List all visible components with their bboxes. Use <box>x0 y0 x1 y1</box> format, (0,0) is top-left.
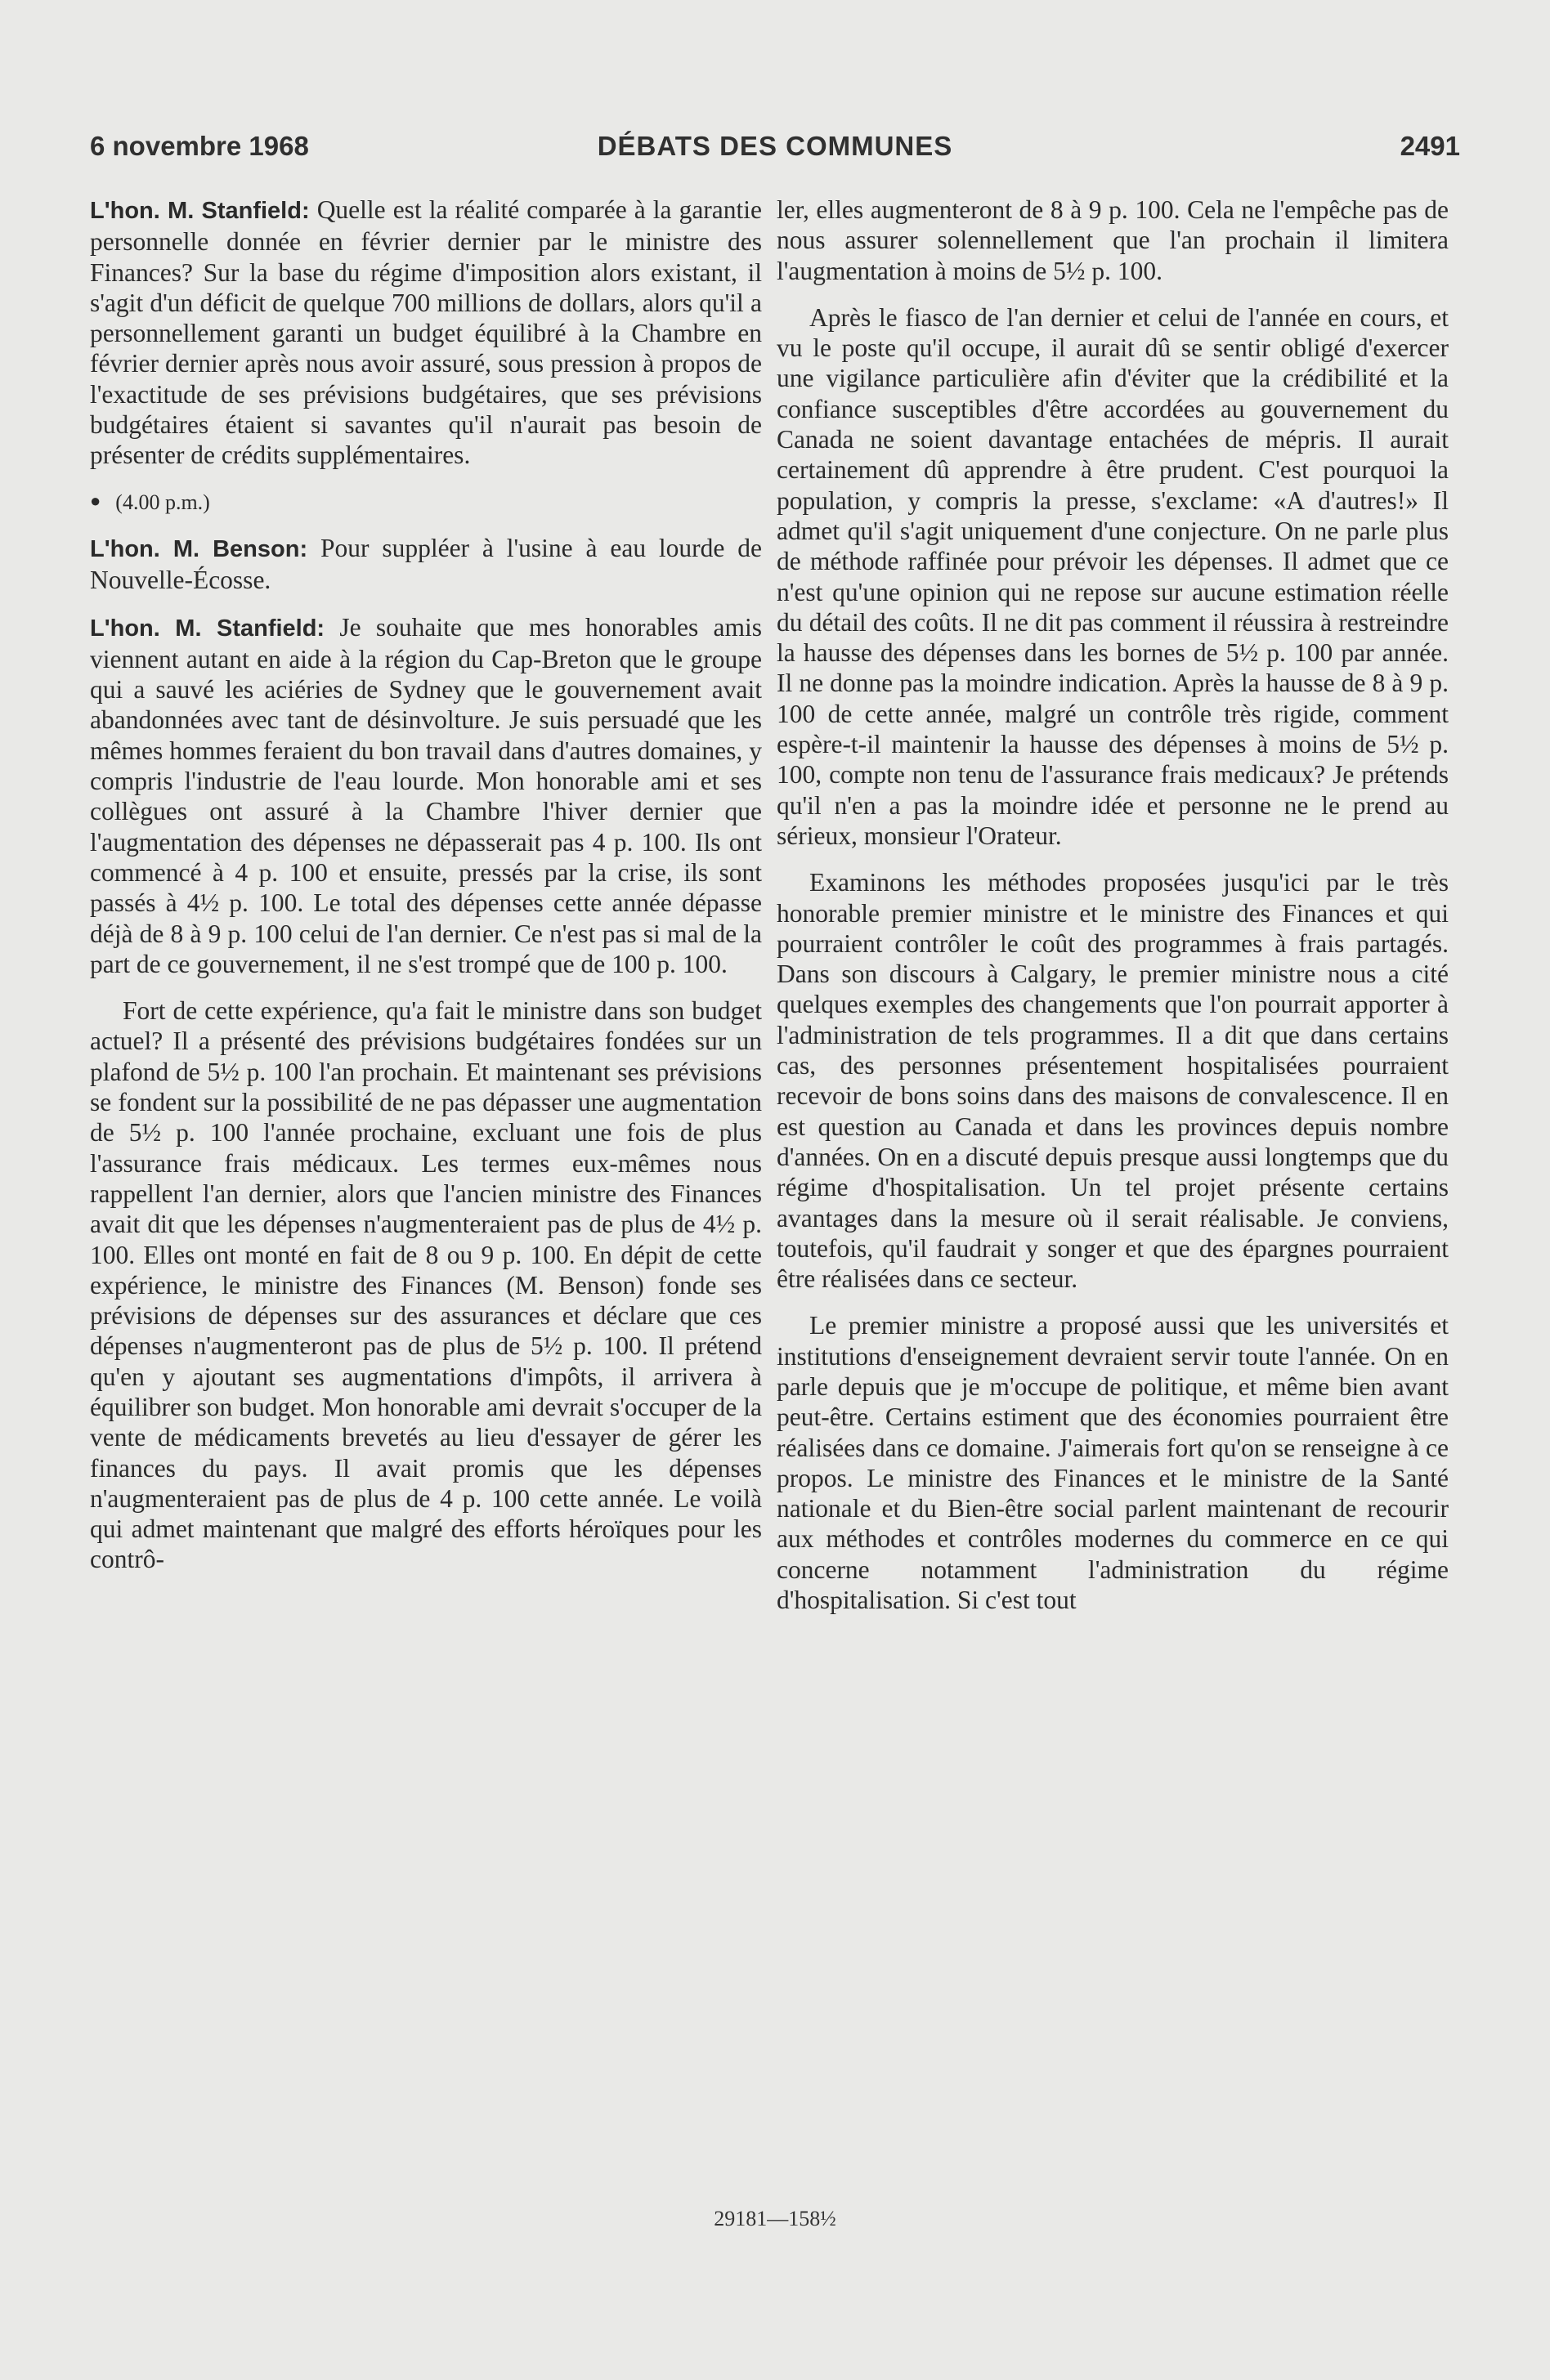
page-header <box>90 131 1460 172</box>
time-stamp <box>90 487 762 518</box>
left-column <box>90 195 762 1591</box>
bullet-icon: ● <box>90 490 101 511</box>
header-title: DÉBATS DES COMMUNES <box>597 131 953 161</box>
paragraph-text: Pour suppléer à l'usine à eau lourde de Nouvelle-Écosse. <box>90 533 762 595</box>
header-date: 6 novembre 1968 <box>90 131 309 161</box>
speaker-name: L'hon. M. Stanfield: <box>90 615 325 642</box>
speaker-name: L'hon. M. Benson: <box>90 535 308 562</box>
paragraph: ler, elles augmenteront de 8 à 9 p. 100. Cela ne l'empêche pas de nous assurer solennellement que l'an prochain il limitera l'augmentation à moins de 5½ p. 100. <box>777 195 1449 285</box>
paragraph: Fort de cette expérience, qu'a fait le ministre dans son budget actuel? Il a présenté des prévisions budgétaires fondées sur un plafond de 5½ p. 100 l'an prochain. Et maintenant ses prévisions se fondent sur la possibilité de ne pas dépasser une augmentation de 5½ p. 100 l'année prochaine, excluant une fois de plus l'assurance frais médicaux. Les termes eux-mêmes nous rappellent l'an dernier, alors que l'ancien ministre des Finances avait dit que les dépenses n'augmenteraient pas de plus de 4½ p. 100. Elles ont monté en fait de 8 ou 9 p. 100. En dépit de cette expérience, le ministre des Finances (M. Benson) fonde ses prévisions de dépenses sur des assurances et déclare que ces dépenses n'augmenteront pas de plus de 5½ p. 100. Il prétend qu'en y ajoutant ses augmentations d'impôts, il arrivera à équilibrer son budget. Mon honorable ami devrait s'occuper de la vente de médicaments brevetés au lieu d'essayer de gérer les finances du pays. Il avait promis que les dépenses n'augmenteraient pas de plus de 4 p. 100 cette année. Le voilà qui admet maintenant que malgré des efforts héroïques pour les contrô- <box>90 996 762 1574</box>
speaker-name: L'hon. M. Stanfield: <box>90 198 310 224</box>
paragraph: Après le fiasco de l'an dernier et celui de l'année en cours, et vu le poste qu'il occupe, il aurait dû se sentir obligé d'exercer une vigilance particulière afin d'éviter que la crédibilité et la confiance susceptibles d'être accordées au gouvernement du Canada ne soient davantage entachées de mépris. Il aurait certainement dû apprendre à être prudent. C'est pourquoi la population, y compris la presse, s'exclame: «A d'autres!» Il admet qu'il s'agit uniquement d'une conjecture. On ne parle plus de méthode raffinée pour prévoir les dépenses. Il admet que ce n'est qu'une opinion qui ne repose sur aucune estimation réelle du détail des coûts. Il ne dit pas comment il réussira à restreindre la hausse des dépenses dans les bornes de 5½ p. 100 par année. Il ne donne pas la moindre indication. Après la hausse de 8 à 9 p. 100 de cette année, malgré un contrôle très rigide, comment espère-t-il maintenir la hausse des dépenses à moins de 5½ p. 100, compte non tenu de l'assurance frais medicaux? Je prétends qu'il n'en a pas la moindre idée et personne ne le prend au sérieux, monsieur l'Orateur. <box>777 302 1449 850</box>
paragraph-text: Je souhaite que mes honorables amis viennent autant en aide à la région du Cap-Breton que le groupe qui a sauvé les aciéries de Sydney que le gouvernement avait abandonnées avec tant de désinvolture. Je suis persuadé que les mêmes hommes feraient du bon travail dans d'autres domaines, y compris l'industrie de l'eau lourde. Mon honorable ami et ses collègues ont assuré à la Chambre l'hiver dernier que l'augmentation des dépenses ne dépasserait pas 4 p. 100. Ils ont commencé à 4 p. 100 et ensuite, pressés par la crise, ils sont passés à 4½ p. 100. Le total des dépenses cette année dépasse déjà de 8 à 9 p. 100 celui de l'an dernier. Ce n'est pas si mal de la part de ce gouvernement, il ne s'est trompé que de 100 p. 100. <box>90 612 762 978</box>
page-footer-signature: 29181—158½ <box>714 2207 836 2230</box>
paragraph <box>90 612 762 980</box>
paragraph <box>90 533 762 596</box>
right-column <box>777 195 1449 1631</box>
paragraph-text: Quelle est la réalité comparée à la garantie personnelle donnée en février dernier par le ministre des Finances? Sur la base du régime d'imposition alors existant, il s'agit d'un déficit de quelque 700 millions de dollars, alors qu'il a personnellement garanti un budget équilibré à la Chambre en février dernier après nous avoir assuré, sous pression à propos de l'exactitude de ses prévisions budgétaires, que ses prévisions budgétaires étaient si savantes qu'il n'aurait pas besoin de présenter de crédits supplémentaires. <box>90 195 763 470</box>
header-page-number: 2491 <box>1400 131 1460 161</box>
paragraph <box>90 195 762 471</box>
paragraph: Examinons les méthodes proposées jusqu'ici par le très honorable premier ministre et le ministre des Finances et qui pourraient contrôler le coût des programmes à frais partagés. Dans son discours à Calgary, le premier ministre nous a cité quelques exemples des changements que l'on pourrait apporter à l'administration de tels programmes. Il a dit que dans certains cas, des personnes présentement hospitalisées pourraient recevoir de bons soins dans des maisons de convalescence. Il en est question au Canada et dans les provinces depuis nombre d'années. On en a discuté depuis presque aussi longtemps que du régime d'hospitalisation. Un tel projet présente certains avantages dans la mesure où il serait réalisable. Je conviens, toutefois, qu'il faudrait y songer et que des épargnes pourraient être réalisées dans ce secteur. <box>777 868 1449 1294</box>
time-text: (4.00 p.m.) <box>115 490 210 514</box>
paragraph: Le premier ministre a proposé aussi que les universités et institutions d'enseignement devraient servir toute l'année. On en parle depuis que je m'occupe de politique, et même bien avant peut-être. Certains estiment que des économies pourraient être réalisées dans ce domaine. J'aimerais fort qu'on se renseigne à ce propos. Le ministre des Finances et le ministre de la Santé nationale et du Bien-être social parlent maintenant de recourir aux méthodes et contrôles modernes du commerce en ce qui concerne notamment l'administration du régime d'hospitalisation. Si c'est tout <box>777 1311 1449 1615</box>
